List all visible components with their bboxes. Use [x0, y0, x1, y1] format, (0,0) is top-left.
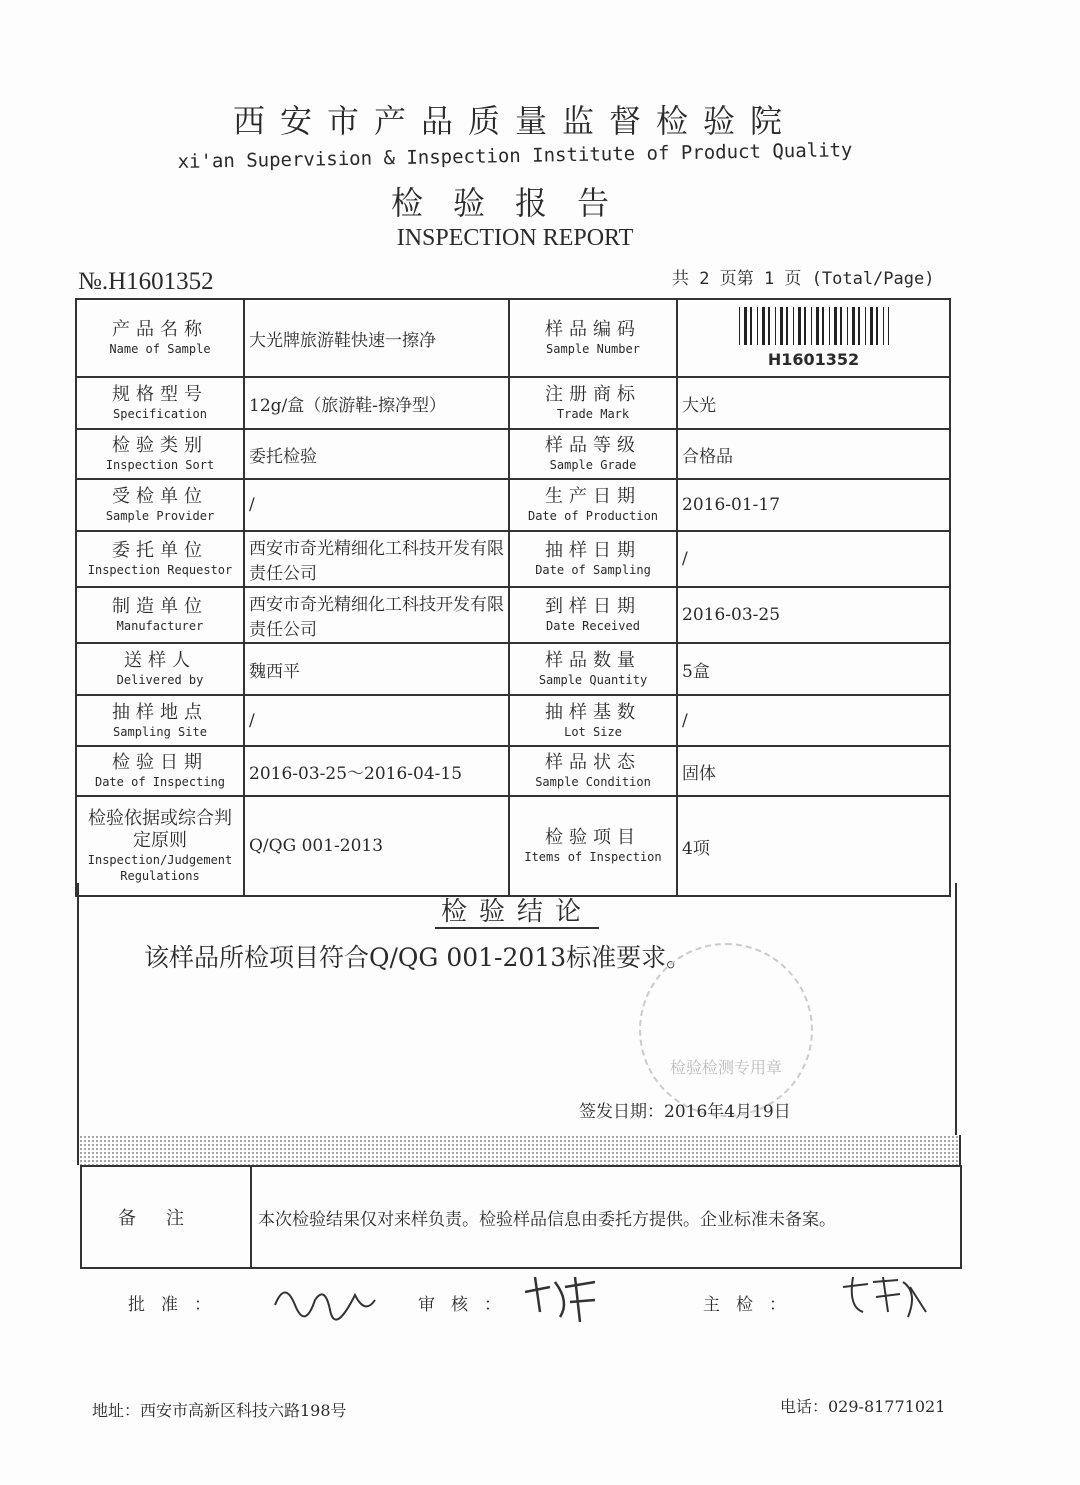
table-row [76, 429, 950, 479]
field-label [76, 429, 244, 479]
official-stamp [639, 943, 813, 1117]
field-value [677, 377, 950, 429]
field-label [509, 587, 677, 643]
field-value [677, 479, 950, 531]
left-value: Q/QG 001-2013 [249, 836, 384, 856]
label-cn: 检验日期 [112, 752, 208, 773]
field-value [244, 695, 509, 746]
field-value [677, 531, 950, 587]
label-cn: 样品数量 [545, 650, 641, 671]
field-value [244, 531, 509, 587]
field-value [244, 299, 509, 377]
right-value: 大光 [682, 395, 716, 416]
label-en: Sample Condition [535, 775, 651, 789]
table-row [76, 643, 950, 695]
right-value: 2016-03-25 [682, 605, 781, 625]
institute-name-cn: 西安市产品质量监督检验院 [232, 102, 797, 140]
review-label: 审核： [418, 1295, 517, 1315]
label-en: Name of Sample [109, 342, 211, 356]
approve-label: 批准： [128, 1295, 227, 1315]
label-en: Sample Grade [549, 458, 637, 472]
label-en: Date of Inspecting [94, 775, 226, 789]
page-info: 共 2 页第 1 页 (Total/Page) [672, 269, 935, 289]
remarks-label: 备注 [82, 1167, 252, 1267]
label-cn: 抽样日期 [545, 540, 641, 561]
field-value [677, 587, 950, 643]
label-en: Sample Provider [105, 509, 215, 523]
field-value [244, 746, 509, 796]
conclusion-text: 该样品所检项目符合Q/QG 001-2013标准要求。 [144, 943, 692, 972]
right-value: 5盒 [682, 661, 710, 682]
field-label [76, 643, 244, 695]
label-en: Delivered by [116, 673, 204, 687]
label-cn: 样品等级 [545, 435, 641, 456]
table-row [76, 299, 950, 377]
left-value: / [249, 710, 255, 731]
label-cn: 检验依据或综合判定原则 [88, 808, 232, 851]
field-value [244, 796, 509, 896]
remarks-section [80, 1165, 962, 1269]
field-value [244, 479, 509, 531]
label-cn: 规格型号 [112, 384, 208, 405]
label-cn: 注册商标 [545, 384, 641, 405]
label-en: Specification [113, 407, 207, 421]
field-label [509, 643, 677, 695]
label-en: Date Received [546, 619, 640, 633]
right-value: / [682, 710, 688, 731]
approver-signature [270, 1275, 380, 1325]
label-en: Date of Production [527, 509, 659, 523]
label-cn: 检验类别 [112, 435, 208, 456]
field-label [509, 429, 677, 479]
label-cn: 抽样地点 [112, 701, 208, 723]
report-title-cn: 检验报告 [390, 184, 639, 222]
label-cn: 受检单位 [112, 486, 208, 507]
right-value: 2016-01-17 [682, 495, 781, 515]
right-value: / [682, 549, 688, 569]
label-en: Sampling Site [113, 724, 207, 739]
right-value: H1601352 [767, 350, 860, 369]
field-value [677, 695, 950, 746]
inspector-signature [838, 1272, 928, 1322]
left-value: 西安市奇光精细化工科技开发有限责任公司 [249, 539, 504, 584]
label-cn: 检验项目 [545, 827, 641, 848]
remarks-text: 本次检验结果仅对来样负责。检验样品信息由委托方提供。企业标准未备案。 [258, 1209, 836, 1230]
field-label [509, 377, 677, 429]
table-row [76, 531, 950, 587]
label-en: Items of Inspection [524, 850, 662, 864]
label-cn: 送样人 [124, 650, 196, 671]
label-en: Date of Sampling [535, 563, 651, 577]
barcode [739, 307, 889, 345]
conclusion-section [77, 883, 957, 1135]
label-en: Manufacturer [116, 619, 204, 633]
issue-date: 签发日期：2016年4月19日 [579, 1102, 791, 1122]
field-label [76, 479, 244, 531]
right-value: 合格品 [682, 446, 733, 467]
field-label [509, 299, 677, 377]
field-label [76, 796, 244, 896]
right-value: 固体 [682, 763, 716, 784]
label-cn: 到样日期 [545, 596, 641, 617]
field-label [509, 796, 677, 896]
field-value [677, 643, 950, 695]
field-label [509, 531, 677, 587]
info-table [75, 298, 951, 897]
left-value: 2016-03-25～2016-04-15 [249, 763, 463, 784]
reviewer-signature [520, 1272, 600, 1327]
label-en: Sample Number [546, 342, 640, 356]
field-label [76, 377, 244, 429]
table-row [76, 746, 950, 796]
conclusion-title: 检验结论 [435, 897, 599, 929]
label-en: Inspection/Judgement Regulations [87, 853, 233, 883]
label-cn: 委托单位 [112, 540, 208, 561]
left-value: 魏西平 [249, 661, 300, 682]
label-cn: 生产日期 [545, 486, 641, 507]
field-value [244, 643, 509, 695]
address: 地址：西安市高新区科技六路198号 [92, 1401, 347, 1420]
field-value [244, 377, 509, 429]
field-value [677, 796, 950, 896]
label-en: Sample Quantity [538, 673, 648, 687]
label-cn: 产品名称 [112, 319, 208, 340]
report-number: №.H1601352 [78, 268, 214, 295]
left-value: 12g/盒（旅游鞋-擦净型） [249, 395, 446, 416]
left-value: 委托检验 [249, 446, 317, 467]
right-value: 4项 [682, 838, 710, 859]
institute-name-en: xi'an Supervision & Inspection Institute of Product Quality [177, 139, 853, 173]
field-label [509, 479, 677, 531]
left-value: 大光牌旅游鞋快速一擦净 [249, 330, 436, 351]
label-en: Lot Size [564, 724, 622, 739]
report-title-en: INSPECTION REPORT [396, 225, 634, 251]
table-row [76, 695, 950, 746]
field-value [244, 587, 509, 643]
label-cn: 样品编码 [545, 319, 641, 340]
label-cn: 样品状态 [545, 752, 641, 773]
phone: 电话：029-81771021 [780, 1397, 946, 1416]
left-value: 西安市奇光精细化工科技开发有限责任公司 [249, 595, 504, 640]
label-en: Inspection Requestor [87, 563, 233, 577]
field-label [76, 746, 244, 796]
dotted-divider [77, 1135, 961, 1165]
field-value [677, 429, 950, 479]
field-label [509, 746, 677, 796]
label-en: Inspection Sort [105, 458, 215, 472]
table-row [76, 377, 950, 429]
field-value [677, 299, 950, 377]
field-label [509, 695, 677, 746]
table-row [76, 479, 950, 531]
left-value: / [249, 495, 255, 515]
label-cn: 制造单位 [112, 596, 208, 617]
table-row [76, 796, 950, 896]
table-row [76, 587, 950, 643]
field-label [76, 299, 244, 377]
field-label [76, 695, 244, 746]
field-value [244, 429, 509, 479]
field-label [76, 531, 244, 587]
label-cn: 抽样基数 [545, 701, 641, 723]
label-en: Trade Mark [556, 407, 630, 421]
field-value [677, 746, 950, 796]
field-label [76, 587, 244, 643]
stamp-text: 检验检测专用章 [669, 1058, 782, 1077]
inspector-label: 主检： [703, 1295, 802, 1315]
